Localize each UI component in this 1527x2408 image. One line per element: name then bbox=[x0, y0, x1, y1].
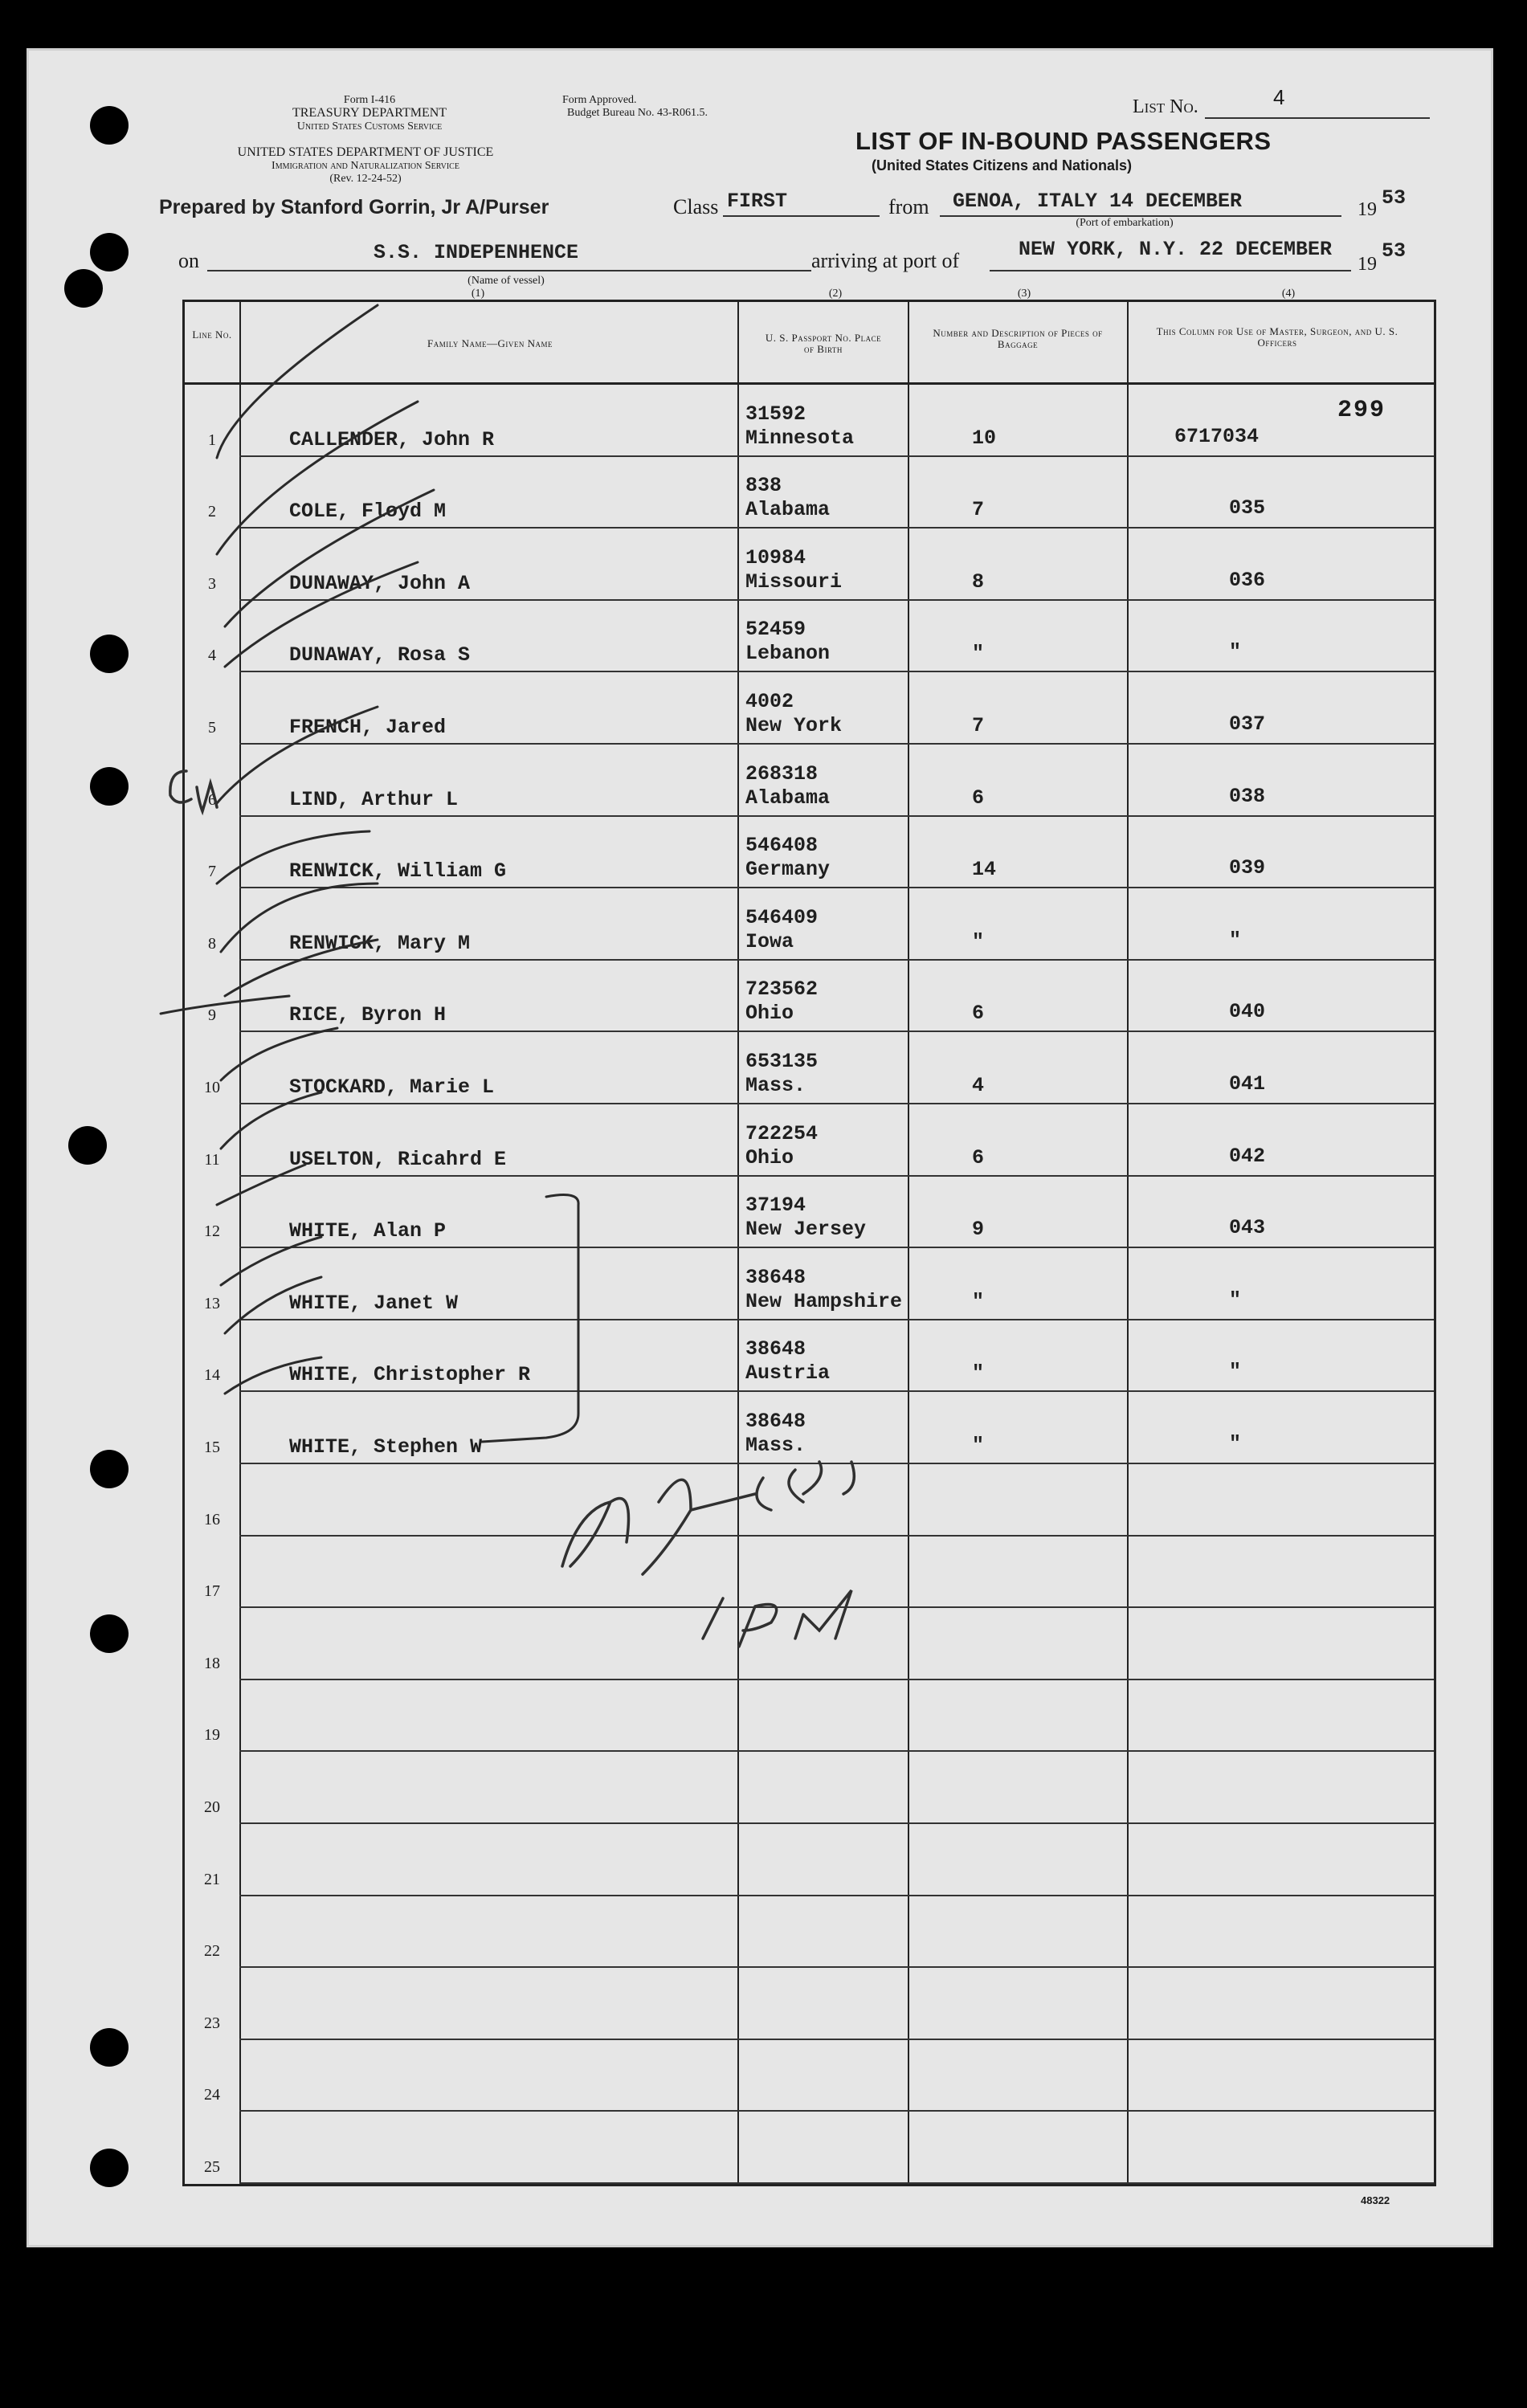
passport-number: 31592 bbox=[745, 402, 806, 426]
officer-number: 042 bbox=[1229, 1144, 1266, 1168]
line-number: 6 bbox=[208, 790, 216, 809]
line-number: 22 bbox=[204, 1942, 220, 1961]
port-embark-caption: (Port of embarkation) bbox=[1076, 217, 1174, 229]
officer-number: 037 bbox=[1229, 712, 1266, 736]
row-divider bbox=[239, 1966, 1434, 1968]
form-subtitle: (United States Citizens and Nationals) bbox=[872, 157, 1133, 173]
year-from: 53 bbox=[1382, 186, 1407, 210]
row-divider bbox=[239, 959, 1434, 961]
passenger-name: RENWICK, William G bbox=[289, 859, 507, 884]
officer-number: " bbox=[1229, 1432, 1242, 1455]
punch-hole bbox=[90, 2149, 129, 2187]
passenger-name: DUNAWAY, Rosa S bbox=[289, 643, 471, 667]
col-divider bbox=[1127, 302, 1129, 2184]
treasury-label: TREASURY DEPARTMENT bbox=[292, 106, 447, 120]
time-note bbox=[707, 1606, 708, 1607]
header-line-no: Line No. bbox=[192, 329, 232, 341]
on-label: on bbox=[178, 249, 199, 272]
passenger-name: CALLENDER, John R bbox=[289, 427, 495, 451]
vessel-field bbox=[207, 270, 811, 271]
officer-number: 041 bbox=[1229, 1072, 1266, 1096]
line-number: 23 bbox=[204, 2014, 220, 2032]
line-number: 19 bbox=[204, 1726, 220, 1745]
row-divider bbox=[239, 1679, 1434, 1680]
row-divider bbox=[239, 1606, 1434, 1608]
passport-number: 268318 bbox=[745, 761, 819, 786]
row-divider bbox=[239, 1390, 1434, 1392]
row-divider bbox=[239, 1895, 1434, 1896]
prepared-by: Prepared by Stanford Gorrin, Jr A/Purser bbox=[159, 196, 549, 218]
officer-number: 6717034 bbox=[1174, 424, 1260, 448]
place-of-birth: Alabama bbox=[745, 786, 831, 810]
officer-number: 040 bbox=[1229, 1000, 1266, 1024]
passport-number: 4002 bbox=[745, 690, 794, 713]
officer-number: 043 bbox=[1229, 1216, 1266, 1240]
baggage-count: 4 bbox=[972, 1074, 985, 1097]
vessel-name: S.S. INDEPENHENCE bbox=[374, 241, 579, 264]
punch-hole bbox=[90, 635, 129, 673]
row-divider bbox=[239, 743, 1434, 745]
arriving-label: arriving at port of bbox=[811, 249, 960, 272]
passport-number: 653135 bbox=[745, 1050, 819, 1073]
passport-number: 546408 bbox=[745, 834, 819, 858]
revision-label: (Rev. 12-24-52) bbox=[329, 173, 402, 185]
place-of-birth: Austria bbox=[745, 1361, 831, 1386]
passport-number: 37194 bbox=[745, 1194, 806, 1218]
officer-number: 036 bbox=[1229, 568, 1266, 592]
col-divider bbox=[908, 302, 909, 2184]
year-prefix: 19 bbox=[1358, 199, 1377, 220]
baggage-count: 7 bbox=[972, 498, 985, 522]
baggage-count: 8 bbox=[972, 569, 985, 594]
year-arrive: 53 bbox=[1382, 239, 1407, 263]
place-of-birth: Mass. bbox=[745, 1434, 806, 1457]
row-divider bbox=[239, 527, 1434, 529]
line-number: 24 bbox=[204, 2086, 220, 2104]
customs-label: United States Customs Service bbox=[296, 120, 443, 133]
page-mark: 299 bbox=[1337, 397, 1386, 424]
passport-number: 723562 bbox=[745, 977, 819, 1002]
header-name: Family Name—Given Name bbox=[427, 337, 553, 349]
passport-number: 52459 bbox=[745, 618, 806, 642]
class-field bbox=[723, 215, 880, 217]
line-number: 4 bbox=[208, 647, 216, 665]
stamp-number: 48322 bbox=[1361, 2194, 1390, 2206]
header-baggage: Number and Description of Pieces of Baggage bbox=[933, 327, 1103, 350]
officer-number: " bbox=[1229, 1288, 1242, 1312]
year-prefix-arrive: 19 bbox=[1358, 254, 1377, 275]
place-of-birth: Lebanon bbox=[745, 642, 831, 666]
line-number: 8 bbox=[208, 934, 216, 953]
row-divider bbox=[239, 2039, 1434, 2040]
passenger-table bbox=[182, 300, 1436, 2186]
col-4-number: (4) bbox=[1281, 288, 1296, 300]
passenger-name: RICE, Byron H bbox=[289, 1003, 447, 1027]
baggage-count: " bbox=[972, 929, 985, 953]
row-divider bbox=[239, 887, 1434, 888]
officer-number: " bbox=[1229, 1360, 1242, 1384]
punch-hole bbox=[90, 2028, 129, 2067]
line-number: 18 bbox=[204, 1654, 220, 1672]
passport-number: 838 bbox=[745, 474, 782, 498]
ins-label: Immigration and Naturalization Service bbox=[272, 160, 459, 172]
line-number: 10 bbox=[204, 1079, 220, 1096]
officer-number: 035 bbox=[1229, 496, 1266, 520]
passenger-name: WHITE, Janet W bbox=[289, 1291, 459, 1315]
officer-number: " bbox=[1229, 928, 1242, 952]
passenger-name: COLE, Floyd M bbox=[289, 500, 447, 524]
passenger-name: LIND, Arthur L bbox=[289, 787, 459, 811]
baggage-count: 6 bbox=[972, 786, 985, 810]
line-number: 13 bbox=[204, 1294, 220, 1312]
baggage-count: " bbox=[972, 1434, 985, 1457]
line-number: 12 bbox=[204, 1222, 220, 1241]
place-of-birth: New Hampshire bbox=[745, 1289, 903, 1313]
row-divider bbox=[239, 1103, 1434, 1104]
row-divider bbox=[239, 815, 1434, 817]
row-divider bbox=[239, 2110, 1434, 2112]
class-value: FIRST bbox=[727, 190, 788, 213]
place-of-birth: Mass. bbox=[745, 1074, 806, 1097]
class-label: Class bbox=[673, 195, 719, 218]
place-of-birth: Germany bbox=[745, 858, 831, 882]
passenger-name: WHITE, Stephen W bbox=[289, 1435, 483, 1459]
line-number: 9 bbox=[208, 1006, 216, 1025]
row-divider bbox=[239, 1319, 1434, 1320]
baggage-count: 14 bbox=[972, 858, 997, 882]
passport-number: 38648 bbox=[745, 1337, 806, 1361]
line-number: 1 bbox=[208, 431, 216, 449]
punch-hole bbox=[90, 233, 129, 271]
line-number: 25 bbox=[204, 2158, 220, 2176]
line-number: 17 bbox=[204, 1582, 220, 1601]
punch-hole bbox=[90, 106, 129, 145]
passport-number: 722254 bbox=[745, 1121, 819, 1145]
baggage-count: " bbox=[972, 1289, 985, 1313]
passenger-name: USELTON, Ricahrd E bbox=[289, 1147, 507, 1171]
form-approved: Form Approved. bbox=[562, 94, 637, 106]
row-divider bbox=[239, 455, 1434, 457]
punch-hole bbox=[68, 1126, 107, 1165]
line-number: 16 bbox=[204, 1510, 220, 1528]
baggage-count: 6 bbox=[972, 1002, 985, 1026]
baggage-count: 10 bbox=[972, 426, 997, 450]
punch-hole bbox=[90, 1450, 129, 1488]
line-number: 21 bbox=[204, 1870, 220, 1888]
list-no-field bbox=[1205, 117, 1430, 119]
form-title: LIST OF IN-BOUND PASSENGERS bbox=[855, 127, 1272, 155]
row-divider bbox=[239, 1750, 1434, 1752]
line-number: 20 bbox=[204, 1798, 220, 1816]
baggage-count: 7 bbox=[972, 714, 985, 737]
passenger-name: STOCKARD, Marie L bbox=[289, 1075, 495, 1099]
passenger-name: DUNAWAY, John A bbox=[289, 571, 471, 595]
baggage-count: " bbox=[972, 642, 985, 666]
line-number: 2 bbox=[208, 503, 216, 521]
row-divider bbox=[239, 671, 1434, 672]
row-divider bbox=[239, 1822, 1434, 1824]
col-divider bbox=[239, 302, 241, 2184]
place-of-birth: Iowa bbox=[745, 929, 794, 953]
from-value: GENOA, ITALY 14 DECEMBER bbox=[953, 190, 1243, 213]
col-2-number: (2) bbox=[828, 288, 843, 300]
place-of-birth: Missouri bbox=[745, 569, 843, 594]
col-divider bbox=[737, 302, 739, 2184]
place-of-birth: New York bbox=[745, 714, 843, 737]
row-divider bbox=[239, 599, 1434, 601]
place-of-birth: Ohio bbox=[745, 1002, 794, 1026]
punch-hole bbox=[90, 767, 129, 806]
passenger-name: WHITE, Alan P bbox=[289, 1219, 447, 1243]
list-no-value: 4 bbox=[1273, 85, 1285, 109]
row-divider bbox=[239, 2182, 1434, 2184]
arriving-value: NEW YORK, N.Y. 22 DECEMBER bbox=[1019, 238, 1333, 261]
line-number: 11 bbox=[204, 1150, 220, 1169]
place-of-birth: Alabama bbox=[745, 498, 831, 522]
line-number: 7 bbox=[208, 863, 216, 881]
passport-number: 38648 bbox=[745, 1265, 806, 1289]
budget-bureau: Budget Bureau No. 43-R061.5. bbox=[567, 107, 708, 119]
header-passport: U. S. Passport No. Place of Birth bbox=[765, 332, 882, 355]
baggage-count: 6 bbox=[972, 1145, 985, 1169]
punch-hole bbox=[90, 1614, 129, 1653]
line-number: 5 bbox=[208, 719, 216, 737]
line-number: 3 bbox=[208, 574, 216, 593]
passenger-name: RENWICK, Mary M bbox=[289, 931, 471, 955]
signature bbox=[562, 1494, 565, 1495]
row-divider bbox=[239, 1535, 1434, 1537]
row-divider bbox=[239, 1175, 1434, 1177]
col-1-number: (1) bbox=[471, 288, 485, 300]
place-of-birth: Ohio bbox=[745, 1145, 794, 1169]
passenger-name: WHITE, Christopher R bbox=[289, 1363, 531, 1387]
officer-number: 038 bbox=[1229, 784, 1266, 808]
officer-number: " bbox=[1229, 640, 1242, 664]
vessel-caption: (Name of vessel) bbox=[467, 275, 545, 287]
passenger-name: FRENCH, Jared bbox=[289, 716, 447, 739]
row-divider bbox=[239, 1463, 1434, 1464]
header-divider bbox=[185, 382, 1434, 385]
place-of-birth: Minnesota bbox=[745, 426, 855, 450]
passport-number: 38648 bbox=[745, 1410, 806, 1433]
passport-number: 10984 bbox=[745, 545, 806, 569]
arriving-field bbox=[990, 270, 1351, 271]
line-number: 15 bbox=[204, 1439, 220, 1456]
baggage-count: 9 bbox=[972, 1218, 985, 1242]
punch-hole bbox=[64, 269, 103, 308]
row-divider bbox=[239, 1247, 1434, 1248]
row-divider bbox=[239, 1031, 1434, 1032]
col-3-number: (3) bbox=[1017, 288, 1031, 300]
officer-number: 039 bbox=[1229, 856, 1266, 880]
place-of-birth: New Jersey bbox=[745, 1218, 867, 1242]
list-no-label: List No. bbox=[1133, 96, 1198, 117]
header-officers: This Column for Use of Master, Surgeon, and U. S. Officers bbox=[1156, 325, 1398, 349]
form-number: Form I-416 bbox=[343, 94, 396, 106]
justice-label: UNITED STATES DEPARTMENT OF JUSTICE bbox=[237, 145, 494, 159]
line-number: 14 bbox=[204, 1366, 220, 1385]
from-label: from bbox=[888, 195, 929, 218]
passport-number: 546409 bbox=[745, 905, 819, 929]
baggage-count: " bbox=[972, 1361, 985, 1386]
